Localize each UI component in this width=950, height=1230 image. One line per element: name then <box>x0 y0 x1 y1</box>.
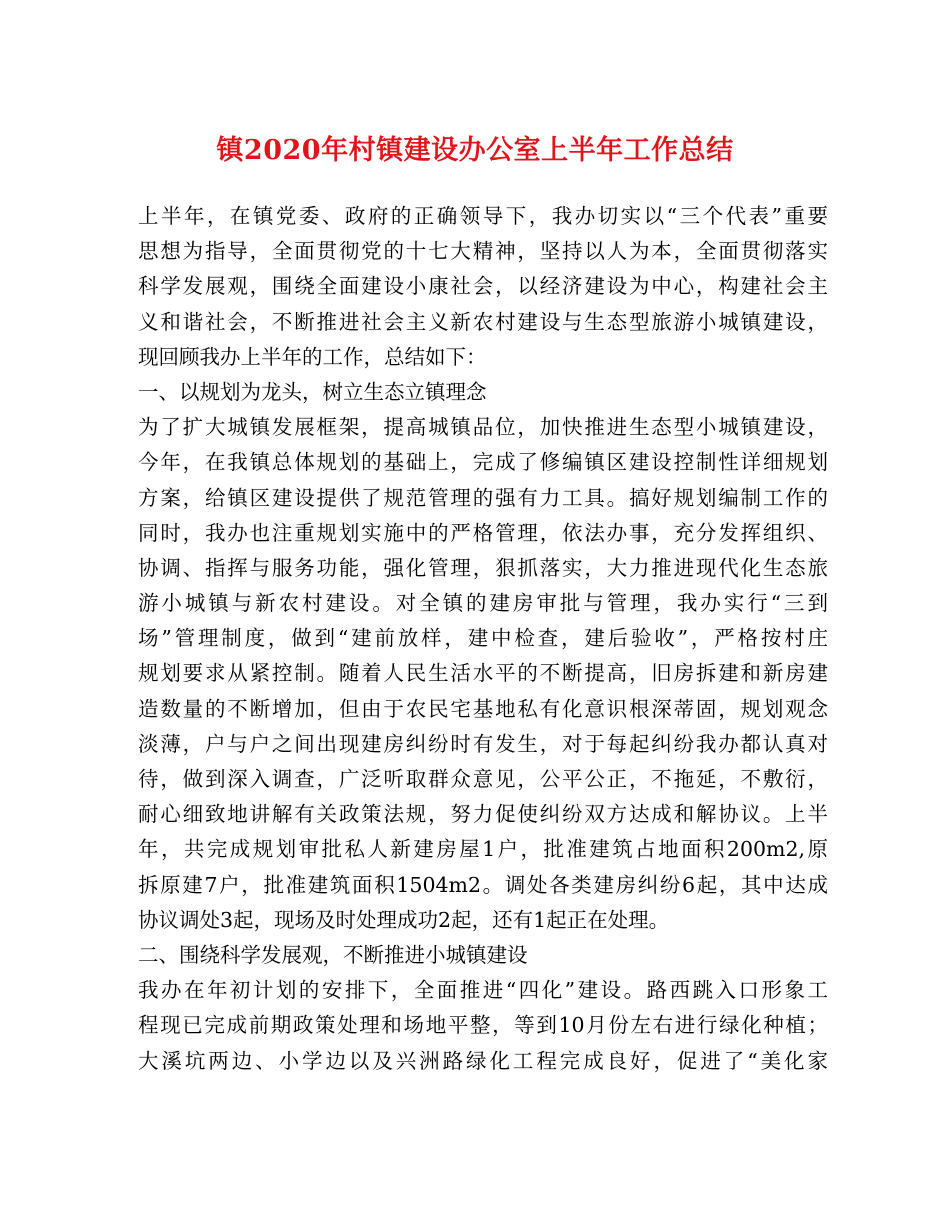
body-line: 年，共完成规划审批私人新建房屋1户，批准建筑占地面积200m2,原 <box>138 837 828 862</box>
body-line: 科学发展观，围绕全面建设小康社会，以经济建设为中心，构建社会主 <box>138 274 828 299</box>
body-line: 淡薄，户与户之间出现建房纠纷时有发生，对于每起纠纷我办都认真对 <box>138 731 828 756</box>
body-line: 协调、指挥与服务功能，强化管理，狠抓落实，大力推进现代化生态旅 <box>138 555 828 580</box>
body-line: 同时，我办也注重规划实施中的严格管理，依法办事，充分发挥组织、 <box>138 520 828 545</box>
body-line: 待，做到深入调查，广泛听取群众意见，公平公正，不拖延，不敷衍， <box>138 767 828 791</box>
body-line: 场”管理制度，做到“建前放样，建中检查，建后验收”，严格按村庄 <box>138 626 828 651</box>
body-line: 耐心细致地讲解有关政策法规，努力促使纠纷双方达成和解协议。上半 <box>138 802 828 827</box>
body-line: 今年，在我镇总体规划的基础上，完成了修编镇区建设控制性详细规划 <box>138 450 828 475</box>
body-line: 造数量的不断增加，但由于农民宅基地私有化意识根深蒂固，规划观念 <box>138 696 828 721</box>
body-line: 游小城镇与新农村建设。对全镇的建房审批与管理，我办实行“三到 <box>138 591 828 616</box>
body-line: 规划要求从紧控制。随着人民生活水平的不断提高，旧房拆建和新房建 <box>138 661 828 686</box>
body-line: 大溪坑两边、小学边以及兴洲路绿化工程完成良好，促进了“美化家 <box>138 1048 828 1073</box>
body-line: 义和谐社会，不断推进社会主义新农村建设与生态型旅游小城镇建设， <box>138 309 828 334</box>
section-heading: 二、围绕科学发展观，不断推进小城镇建设 <box>138 942 528 967</box>
section-heading: 一、以规划为龙头，树立生态立镇理念 <box>138 379 487 404</box>
body-line: 现回顾我办上半年的工作，总结如下： <box>138 344 487 369</box>
body-line: 上半年，在镇党委、政府的正确领导下，我办切实以“三个代表”重要 <box>138 204 828 228</box>
document-body <box>138 199 828 1079</box>
body-line: 为了扩大城镇发展框架，提高城镇品位，加快推进生态型小城镇建设， <box>138 415 828 440</box>
body-line: 拆原建7户，批准建筑面积1504m2。调处各类建房纠纷6起，其中达成 <box>138 872 828 897</box>
body-line: 程现已完成前期政策处理和场地平整，等到10月份左右进行绿化种植； <box>138 1013 828 1038</box>
body-line: 协议调处3起，现场及时处理成功2起，还有1起正在处理。 <box>138 907 670 932</box>
document-title: 镇2020年村镇建设办公室上半年工作总结 <box>216 135 734 166</box>
body-line: 我办在年初计划的安排下，全面推进“四化”建设。路西跳入口形象工 <box>138 978 828 1003</box>
body-line: 思想为指导，全面贯彻党的十七大精神，坚持以人为本，全面贯彻落实 <box>138 239 828 264</box>
body-line: 方案，给镇区建设提供了规范管理的强有力工具。搞好规划编制工作的 <box>138 485 828 510</box>
